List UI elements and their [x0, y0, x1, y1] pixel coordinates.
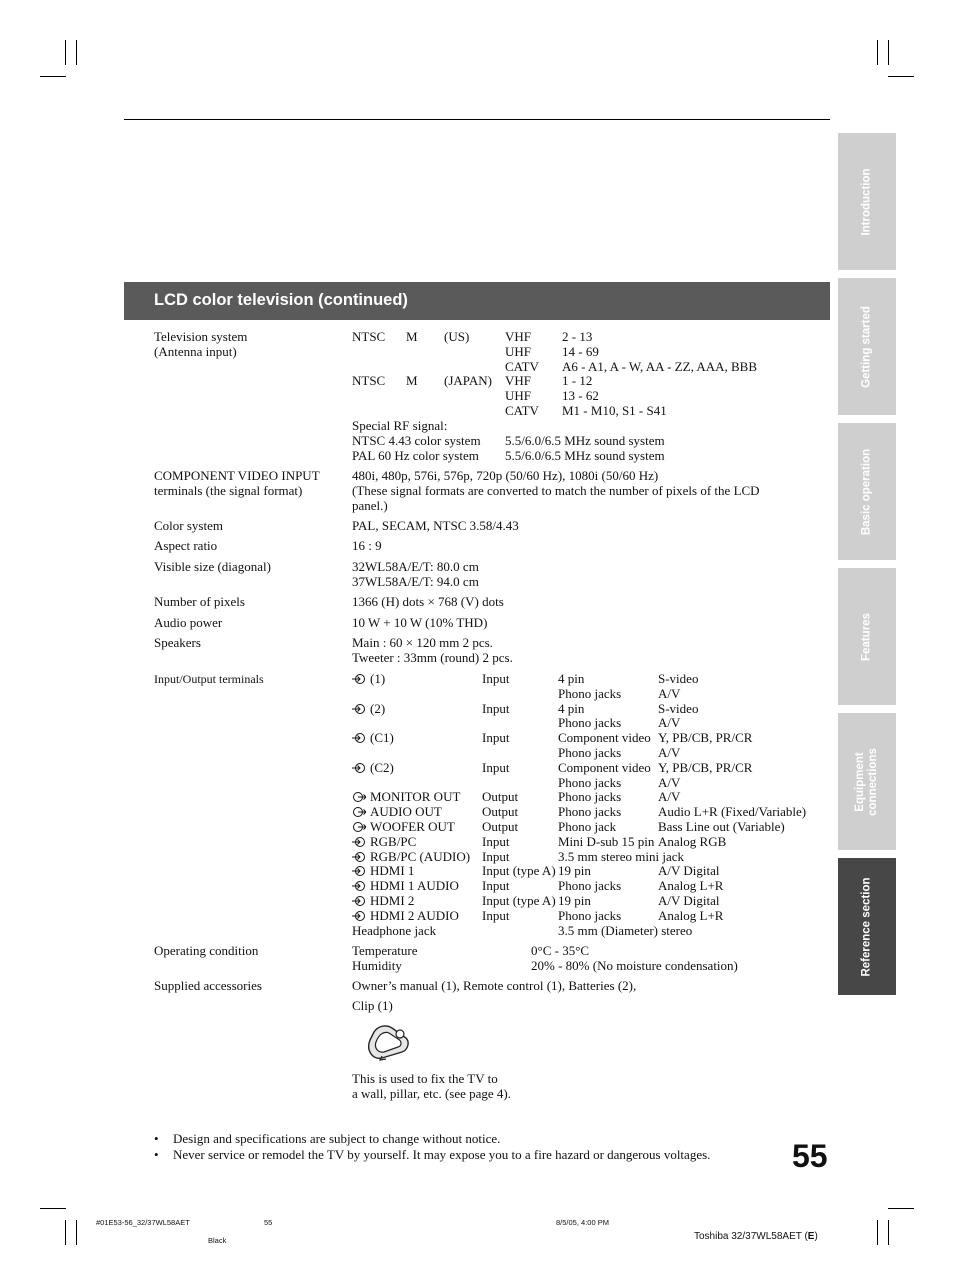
footer-model-bold: E [807, 1231, 815, 1242]
tab-basic-operation[interactable] [838, 423, 896, 560]
footer-model [694, 1231, 818, 1242]
tab-equipment-connections[interactable] [838, 713, 896, 850]
tv-region: (US) [444, 329, 470, 344]
crop-mark [76, 40, 77, 65]
note-text: Design and specifications are subject to change without notice. [173, 1131, 501, 1146]
io-name-text: (C2) [370, 759, 394, 775]
io-direction: Input [482, 759, 510, 775]
io-connector: Phono jacks [558, 804, 622, 820]
band: VHF [505, 329, 532, 344]
spec-value-aspect: 16 : 9 [352, 538, 382, 553]
value-line: Temperature [352, 943, 418, 958]
io-connector: 19 pin [558, 863, 591, 879]
io-name-text: WOOFER OUT [370, 819, 455, 834]
io-direction: Input (type A) [482, 863, 556, 879]
io-signal: S-video [658, 671, 699, 686]
channels: 14 - 69 [562, 343, 599, 359]
tab-label: Reference section [860, 876, 873, 977]
channels: A6 - A1, A - W, AA - ZZ, AAA, BBB [562, 358, 758, 374]
io-signal: A/V [658, 745, 681, 760]
io-direction: Input [482, 848, 510, 864]
crop-mark [888, 76, 914, 77]
clip-note [352, 1072, 511, 1102]
io-signal: A/V Digital [658, 893, 720, 908]
channel-list [562, 330, 757, 374]
value-line: 32WL58A/E/T: 80.0 cm [352, 559, 479, 574]
io-connector: Phono jacks [558, 685, 622, 701]
io-name [352, 790, 460, 805]
io-connector: 4 pin [558, 671, 585, 686]
value-line: Main : 60 × 120 mm 2 pcs. [352, 635, 493, 650]
band: CATV [505, 358, 539, 374]
value-line: (These signal formats are converted to match the number of pixels of the LCD [352, 482, 760, 498]
io-name-text: (2) [370, 700, 386, 716]
io-signal: Y, PB/CB, PR/CR [658, 730, 753, 746]
io-name-text: AUDIO OUT [370, 804, 442, 820]
value-line: Tweeter : 33mm (round) 2 pcs. [352, 649, 513, 665]
section-banner [124, 282, 830, 320]
label-line: (Antenna input) [154, 343, 237, 359]
io-direction: Input [482, 907, 510, 923]
io-name [352, 731, 394, 746]
crop-mark [888, 40, 889, 65]
io-direction: Output [482, 804, 519, 820]
tv-sys: M [406, 373, 418, 388]
io-direction: Input [482, 833, 510, 849]
spec-value-speakers [352, 636, 513, 666]
label-line: Television system [154, 329, 248, 344]
io-signal: A/V [658, 789, 681, 805]
io-connector: Mini D-sub 15 pin [558, 833, 655, 849]
value-line: 37WL58A/E/T: 94.0 cm [352, 573, 479, 589]
channel-list [562, 374, 667, 418]
band: UHF [505, 343, 532, 359]
io-connector: Phono jacks [558, 745, 622, 760]
band: CATV [505, 402, 539, 418]
io-name [352, 924, 436, 939]
label-line: COMPONENT VIDEO INPUT [154, 468, 320, 483]
tab-introduction[interactable] [838, 133, 896, 270]
special-rf-value: 5.5/6.0/6.5 MHz sound system [505, 433, 665, 448]
value-line: This is used to fix the TV to [352, 1071, 498, 1086]
io-direction: Input [482, 700, 510, 716]
band-list [505, 374, 539, 418]
io-signal: A/V [658, 774, 681, 790]
io-direction: Input [482, 671, 510, 686]
io-name-text: (1) [370, 671, 386, 686]
crop-mark [65, 40, 66, 65]
io-name-text: MONITOR OUT [370, 789, 461, 805]
tab-label [854, 748, 880, 816]
tab-label: Features [860, 612, 873, 661]
clip-icon [362, 1022, 414, 1069]
spec-label-speakers: Speakers [154, 635, 201, 650]
operating-values [531, 944, 738, 974]
note-item: • [154, 1147, 159, 1162]
spec-label-aspect: Aspect ratio [154, 538, 218, 553]
io-signal: A/V [658, 715, 681, 731]
band: VHF [505, 373, 532, 388]
crop-mark [877, 40, 878, 65]
io-name-text: HDMI 1 [370, 863, 415, 879]
io-signal: A/V Digital [658, 863, 720, 879]
io-signal: Analog RGB [658, 833, 727, 849]
io-connector: 4 pin [558, 700, 585, 716]
io-connector: Component video [558, 759, 651, 775]
crop-mark [877, 1220, 878, 1245]
section-title: LCD color television (continued) [154, 291, 408, 309]
io-name-text: RGB/PC (AUDIO) [370, 848, 471, 864]
tab-label-line: Equipment [854, 751, 866, 812]
channels: 13 - 62 [562, 387, 599, 403]
special-rf-values [505, 434, 665, 464]
spec-label-tv-system [154, 330, 247, 360]
tv-std: NTSC [352, 373, 386, 388]
footer-model-end: ) [814, 1231, 818, 1242]
io-direction: Input [482, 878, 510, 894]
spec-value-visible-size [352, 560, 479, 590]
spec-value-pixels: 1366 (H) dots × 768 (V) dots [352, 594, 504, 609]
spec-label-component [154, 469, 320, 499]
footer-page: 55 [264, 1218, 273, 1227]
crop-mark [40, 76, 66, 77]
io-name [352, 909, 459, 924]
spec-label-io: Input/Output terminals [154, 672, 264, 686]
spec-value-accessories: Owner’s manual (1), Remote control (1), Batteries (2), [352, 978, 637, 993]
value-line: panel.) [352, 497, 388, 513]
crop-mark [65, 1220, 66, 1245]
channels: 2 - 13 [562, 329, 593, 344]
io-name-text: HDMI 1 AUDIO [370, 878, 459, 894]
footer-color: Black [208, 1236, 227, 1245]
channels: 1 - 12 [562, 373, 593, 388]
spec-label-operating: Operating condition [154, 943, 259, 958]
io-signal: Audio L+R (Fixed/Variable) [658, 804, 807, 820]
io-name [352, 879, 459, 894]
note-text: Never service or remodel the TV by yourself. It may expose you to a fire hazard or dangerous voltages. [173, 1147, 711, 1162]
tv-region: (JAPAN) [444, 373, 492, 388]
io-name [352, 672, 385, 687]
io-connector: Phono jack [558, 819, 617, 834]
special-rf-value: 5.5/6.0/6.5 MHz sound system [505, 447, 665, 463]
special-rf-title: Special RF signal: [352, 418, 448, 433]
spec-value-clip: Clip (1) [352, 998, 393, 1013]
io-connector: Phono jacks [558, 789, 622, 805]
io-name-text: RGB/PC [370, 833, 417, 849]
spec-value-audio: 10 W + 10 W (10% THD) [352, 615, 488, 630]
tab-label: Getting started [860, 305, 873, 388]
io-signal: Bass Line out (Variable) [658, 819, 785, 834]
label-line: terminals (the signal format) [154, 482, 303, 498]
io-name [352, 835, 416, 850]
tab-features[interactable] [838, 568, 896, 705]
io-direction: Input (type A) [482, 893, 556, 908]
page-number: 55 [792, 1138, 828, 1174]
special-rf-system: PAL 60 Hz color system [352, 447, 479, 463]
io-connector: 19 pin [558, 893, 591, 908]
footer-file: #01E53-56_32/37WL58AET [96, 1218, 190, 1227]
crop-mark [40, 1208, 66, 1209]
io-connector: Phono jacks [558, 878, 622, 894]
note-item: • [154, 1131, 159, 1146]
spec-label-accessories: Supplied accessories [154, 978, 262, 993]
io-connector: Component video [558, 730, 651, 746]
io-signal: Analog L+R [658, 878, 724, 894]
io-name [352, 805, 442, 820]
spec-label-audio: Audio power [154, 615, 223, 630]
io-signal: A/V [658, 685, 681, 701]
io-name [352, 702, 385, 717]
io-connector: 3.5 mm (Diameter) stereo [558, 922, 693, 938]
io-name-text: HDMI 2 [370, 893, 415, 908]
tab-label-line: connections [867, 747, 879, 816]
channels: M1 - M10, S1 - S41 [562, 402, 667, 418]
band-list [505, 330, 539, 374]
tab-reference-section[interactable] [838, 858, 896, 995]
io-signal: Analog L+R [658, 907, 724, 923]
value-line: a wall, pillar, etc. (see page 4). [352, 1085, 512, 1101]
crop-mark [888, 1208, 914, 1209]
band: UHF [505, 387, 532, 403]
io-direction: Input [482, 730, 510, 746]
spec-value-color-system: PAL, SECAM, NTSC 3.58/4.43 [352, 518, 519, 533]
spec-label-visible-size: Visible size (diagonal) [154, 559, 271, 574]
io-connector: Phono jacks [558, 715, 622, 731]
io-name-text: Headphone jack [352, 922, 437, 938]
spec-label-color-system: Color system [154, 518, 223, 533]
io-name-text: (C1) [370, 730, 394, 746]
special-rf [352, 419, 481, 463]
operating-labels [352, 944, 418, 974]
value-line: Humidity [352, 957, 402, 973]
value-line: 20% - 80% (No moisture condensation) [531, 957, 738, 973]
io-name [352, 894, 414, 909]
io-direction: Output [482, 789, 519, 805]
io-connector: 3.5 mm stereo mini jack [558, 848, 685, 864]
footer-date: 8/5/05, 4:00 PM [556, 1218, 609, 1227]
io-direction: Output [482, 819, 519, 834]
value-line: 0°C - 35°C [531, 943, 590, 958]
special-rf-system: NTSC 4.43 color system [352, 432, 481, 448]
value-line: 480i, 480p, 576i, 576p, 720p (50/60 Hz), 1080i (50/60 Hz) [352, 468, 659, 483]
top-rule [124, 119, 830, 120]
footer-model-text: Toshiba 32/37WL58AET ( [694, 1231, 808, 1242]
tab-label: Introduction [860, 167, 873, 236]
tv-sys: M [406, 329, 418, 344]
tab-label: Basic operation [860, 448, 873, 535]
io-connector: Phono jacks [558, 774, 622, 790]
io-signal: S-video [658, 700, 699, 716]
io-name-text: HDMI 2 AUDIO [370, 907, 459, 923]
io-signal: Y, PB/CB, PR/CR [658, 759, 753, 775]
io-name [352, 850, 470, 865]
spec-value-component [352, 469, 760, 513]
io-name [352, 864, 414, 879]
tv-std: NTSC [352, 329, 386, 344]
spec-label-pixels: Number of pixels [154, 594, 245, 609]
tab-getting-started[interactable] [838, 278, 896, 415]
crop-mark [76, 1220, 77, 1245]
io-connector: Phono jacks [558, 907, 622, 923]
io-name [352, 820, 455, 835]
crop-mark [888, 1220, 889, 1245]
io-name [352, 761, 394, 776]
